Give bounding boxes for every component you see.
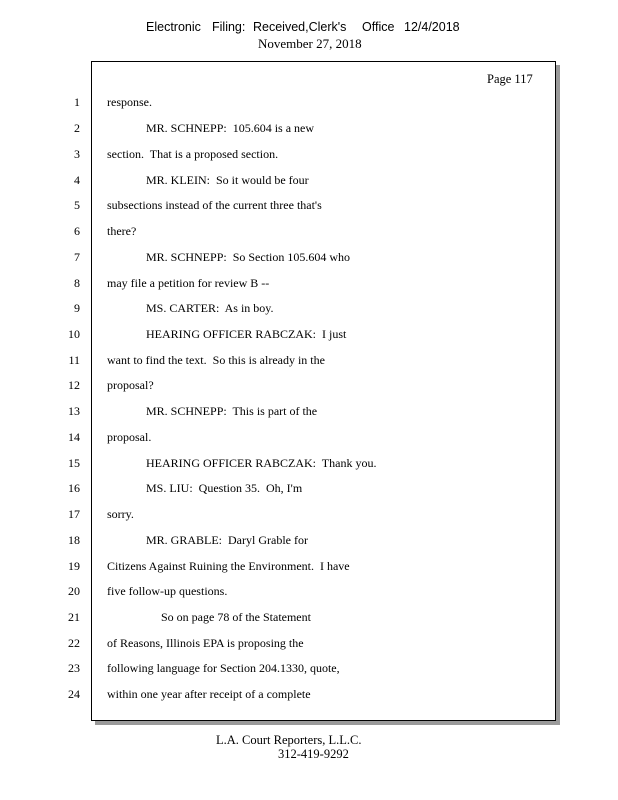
line-number: 10 — [68, 327, 80, 341]
transcript-line: proposal? — [107, 378, 154, 392]
transcript-line: MR. SCHNEPP: 105.604 is a new — [146, 121, 315, 135]
line-number: 11 — [68, 353, 80, 367]
line-number: 1 — [74, 95, 80, 109]
line-number: 7 — [74, 250, 80, 264]
line-number: 20 — [68, 584, 80, 598]
line-number: 3 — [74, 147, 80, 161]
transcript-line: following language for Section 204.1330, quote, — [107, 661, 340, 675]
line-number: 15 — [68, 456, 80, 470]
line-number: 16 — [68, 481, 80, 495]
line-number: 8 — [74, 276, 80, 290]
transcript-line: MR. KLEIN: So it would be four — [146, 173, 309, 187]
stamp-electronic: Electronic — [146, 20, 201, 34]
line-number: 21 — [68, 610, 80, 624]
line-number: 22 — [68, 636, 80, 650]
line-number: 13 — [68, 404, 80, 418]
transcript-line: there? — [107, 224, 137, 238]
transcript-line: within one year after receipt of a complete — [107, 687, 311, 701]
transcript-line: of Reasons, Illinois EPA is proposing the — [107, 636, 304, 650]
line-number: 2 — [74, 121, 80, 135]
transcript-date: November 27, 2018 — [258, 36, 362, 51]
stamp-date: 12/4/2018 — [404, 20, 460, 34]
transcript-line: MR. GRABLE: Daryl Grable for — [146, 533, 308, 547]
line-number: 19 — [68, 559, 80, 573]
transcript-line: response. — [107, 95, 152, 109]
transcript-line: MS. LIU: Question 35. Oh, I'm — [146, 481, 303, 495]
line-number: 6 — [74, 224, 80, 238]
line-number: 9 — [74, 301, 80, 315]
line-number: 14 — [68, 430, 80, 444]
transcript-line: MS. CARTER: As in boy. — [146, 301, 274, 315]
transcript-line: proposal. — [107, 430, 152, 444]
transcript-line: HEARING OFFICER RABCZAK: I just — [146, 327, 347, 341]
line-number: 4 — [74, 173, 80, 187]
transcript-line: five follow-up questions. — [107, 584, 228, 598]
stamp-filing: Filing: — [212, 20, 246, 34]
transcript-line: sorry. — [107, 507, 134, 521]
stamp-office: Office — [362, 20, 395, 34]
transcript-line: subsections instead of the current three that's — [107, 198, 322, 212]
line-number: 12 — [68, 378, 80, 392]
footer-phone: 312-419-9292 — [278, 747, 349, 761]
line-number: 18 — [68, 533, 80, 547]
transcript-line: MR. SCHNEPP: So Section 105.604 who — [146, 250, 351, 264]
transcript-line: So on page 78 of the Statement — [161, 610, 311, 624]
line-number: 5 — [74, 198, 80, 212]
stamp-received: Received,Clerk's — [253, 20, 347, 34]
transcript-line: HEARING OFFICER RABCZAK: Thank you. — [146, 456, 377, 470]
line-number: 17 — [68, 507, 80, 521]
line-number: 23 — [68, 661, 80, 675]
transcript-line: Citizens Against Ruining the Environment. I have — [107, 559, 350, 573]
transcript-line: want to find the text. So this is already in the — [107, 353, 325, 367]
transcript-line: MR. SCHNEPP: This is part of the — [146, 404, 318, 418]
transcript-line: section. That is a proposed section. — [107, 147, 279, 161]
line-number: 24 — [68, 687, 80, 701]
page-number: Page 117 — [487, 72, 533, 86]
transcript-line: may file a petition for review B -- — [107, 276, 270, 290]
footer-company: L.A. Court Reporters, L.L.C. — [216, 733, 362, 747]
